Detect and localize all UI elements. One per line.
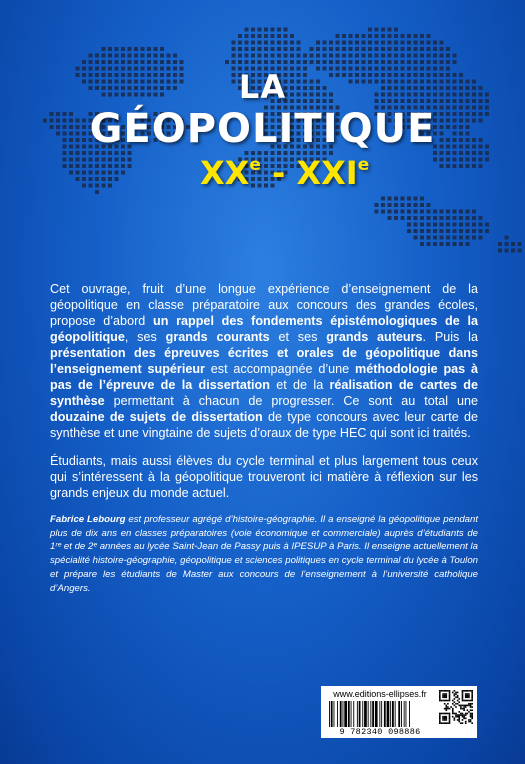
description-paragraph-1 bbox=[50, 281, 478, 441]
description-text: de type concours avec leur carte de synthèse et une vingtaine de sujets d’oraux de type HEC qui sont ici traités. bbox=[50, 410, 479, 440]
description-highlight: grands courants bbox=[165, 330, 270, 344]
description-highlight: douzaine de sujets de dissertation bbox=[50, 410, 263, 424]
century-2: XXI bbox=[296, 154, 358, 192]
century-2-sup: e bbox=[357, 155, 370, 175]
description-paragraph-2: Étudiants, mais aussi élèves du cycle terminal et plus largement tous ceux qui s’intéressent à la géopolitique trouveront ici matière à réflexion sur les grands enjeux du monde actuel. bbox=[50, 454, 478, 500]
description-highlight: un rappel des fondements épistémologiques de la géopolitique bbox=[50, 314, 478, 344]
description-text: permettant à chacun de progresser. Ce sont au total une bbox=[104, 394, 478, 408]
title-centuries bbox=[200, 154, 400, 192]
author-bio bbox=[50, 513, 478, 595]
description-highlight: réalisation de cartes de synthèse bbox=[50, 378, 479, 408]
description-text: , ses bbox=[124, 330, 166, 344]
barcode-box bbox=[321, 686, 477, 738]
qr-code-icon bbox=[439, 690, 473, 724]
description-text: et de la bbox=[269, 378, 330, 392]
author-bio-text: est professeur agrégé d’histoire-géographie. Il a enseigné la géopolitique pendant plus de dix ans en classes préparatoires (voie économique et commerciale) auprès d’étudiants de 1ʳᵉ et de 2ᵉ années au lycée Saint-Jean de Passy puis à IPESUP à Paris. Il enseigne actuellement la spécialité histoire-géographie, géopolitique et sciences politiques en cycle terminal du lycée à Toulon et prépare les étudiants de Master aux concours de l’enseignement à l’université catholique d’Angers. bbox=[50, 514, 478, 594]
description-text: est accompagnée d’une bbox=[204, 362, 356, 376]
ean-barcode-icon bbox=[327, 701, 435, 727]
description-highlight: présentation des épreuves écrites et orales de géopolitique dans l’enseignement supérieur bbox=[50, 346, 478, 376]
title-line-1: LA bbox=[238, 68, 287, 106]
isbn-number: 9 782340 098886 bbox=[339, 727, 421, 737]
description-highlight: méthodologie pas à pas de l’épreuve de la dissertation bbox=[50, 362, 478, 392]
publisher-website[interactable]: www.editions-ellipses.fr bbox=[333, 689, 427, 699]
century-1-sup: e bbox=[249, 155, 261, 175]
description-text: et ses bbox=[269, 330, 327, 344]
description-text: Cet ouvrage, fruit d’une longue expérience d’enseignement de la géopolitique en classe préparatoire aux concours des grandes écoles, propose d’abord bbox=[50, 282, 478, 328]
century-1: XX bbox=[200, 154, 250, 192]
description-text: . Puis la bbox=[422, 330, 478, 344]
description bbox=[50, 281, 478, 513]
title-line-2: GÉOPOLITIQUE bbox=[89, 106, 436, 152]
author-name: Fabrice Lebourg bbox=[50, 514, 126, 525]
description-highlight: grands auteurs bbox=[326, 330, 423, 344]
century-separator: - bbox=[260, 154, 297, 192]
